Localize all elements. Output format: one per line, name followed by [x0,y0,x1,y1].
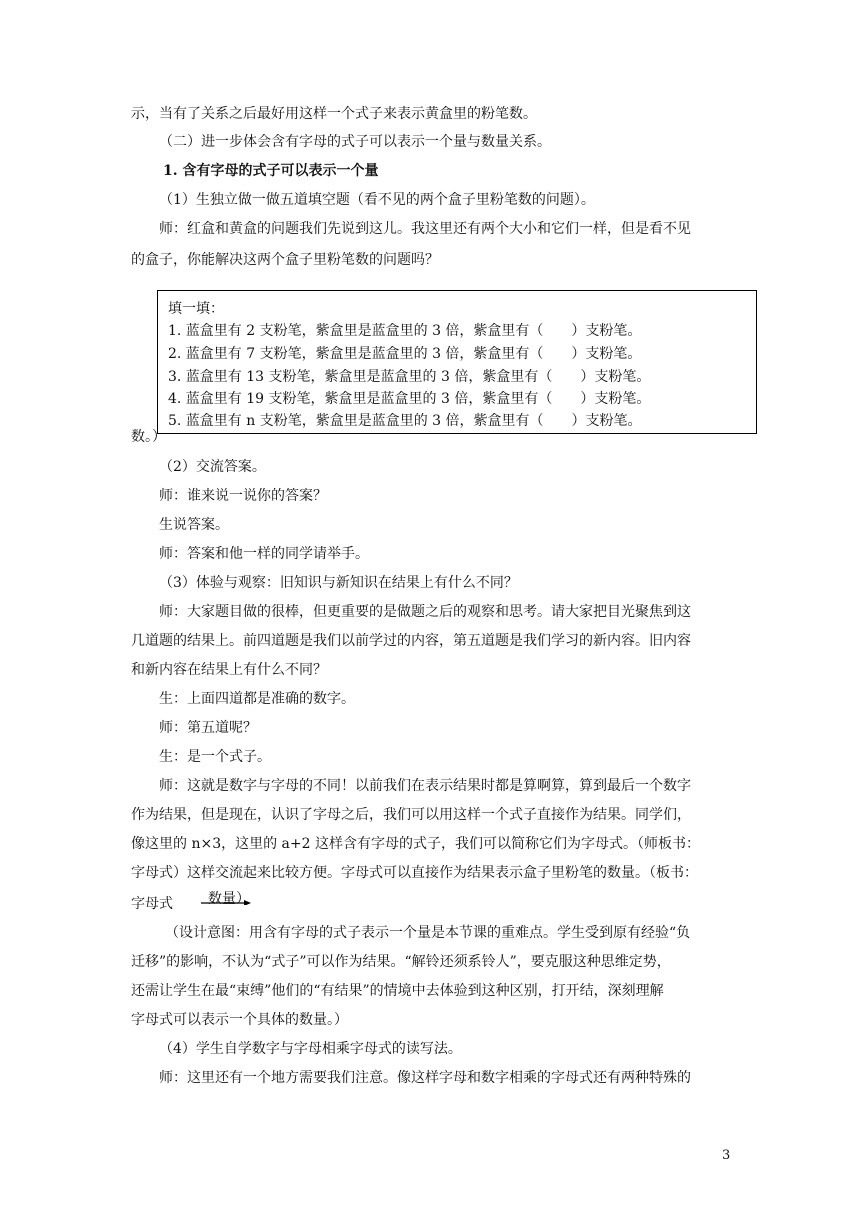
fill-in-item: 3. 蓝盒里有 13 支粉笔，紫盒里是蓝盒里的 3 倍，紫盒里有（ ）支粉笔。 [168,369,651,385]
paragraph-line: 生：是一个式子。 [159,749,271,765]
subsection-heading: 1. 含有字母的式子可以表示一个量 [163,163,379,179]
paragraph-line: 字母式）这样交流起来比较方便。字母式可以直接作为结果表示盒子里粉笔的数量。（板书： [131,865,698,881]
fill-in-box [157,290,757,434]
paragraph-line: 生说答案。 [159,517,229,533]
design-intent-line: 还需让学生在最“束缚”他们的“有结果”的情境中去体验到这种区别，打开结，深刻理解 [131,983,664,999]
paragraph-line: 师：谁来说一说你的答案？ [159,488,327,504]
paragraph-line: 师：这里还有一个地方需要我们注意。像这样字母和数字相乘的字母式还有两种特殊的 [159,1070,691,1086]
fill-in-title: 填一填： [168,301,224,317]
design-intent-line: 迁移”的影响，不认为“式子”可以作为结果。“解铃还须系铃人”，要克服这种思维定势， [131,954,671,970]
paragraph-line: 师：第五道呢？ [159,720,257,736]
paragraph-line: 像这里的 n×3，这里的 a+2 这样含有字母的式子，我们可以简称它们为字母式。（师板书： [131,836,700,852]
design-intent-line: 字母式可以表示一个具体的数量。） [131,1012,348,1028]
paragraph-line: （1）生独立做一做五道填空题（看不见的两个盒子里粉笔数的问题）。 [159,192,595,208]
section-heading: （二）进一步体会含有字母的式子可以表示一个量与数量关系。 [159,134,551,150]
board-label-left: 字母式 [131,896,173,912]
paragraph-line: 师：这就是数字与字母的不同！以前我们在表示结果时都是算啊算，算到最后一个数字 [159,778,691,794]
fill-in-item: 5. 蓝盒里有 n 支粉笔，紫盒里是蓝盒里的 3 倍，紫盒里有（ ）支粉笔。 [168,413,642,429]
board-label-right: 数量） [208,891,250,907]
paragraph-line: 的盒子，你能解决这两个盒子里粉笔数的问题吗？ [131,252,439,268]
fill-in-item: 2. 蓝盒里有 7 支粉笔，紫盒里是蓝盒里的 3 倍，紫盒里有（ ）支粉笔。 [168,346,642,362]
paragraph-line: 示，当有了关系之后最好用这样一个式子来表示黄盒里的粉笔数。 [131,106,537,122]
page-number: 3 [722,1148,731,1163]
fill-in-item: 1. 蓝盒里有 2 支粉笔，紫盒里是蓝盒里的 3 倍，紫盒里有（ ）支粉笔。 [168,323,642,339]
paragraph-line: 和新内容在结果上有什么不同？ [131,662,327,678]
paragraph-line: （4）学生自学数字与字母相乘字母式的读写法。 [159,1041,462,1057]
paragraph-line: 作为结果，但是现在，认识了字母之后，我们可以用这样一个式子直接作为结果。同学们， [131,807,691,823]
paragraph-line: 师：答案和他一样的同学请举手。 [159,546,369,562]
paragraph-line: （2）交流答案。 [159,459,266,475]
paragraph-line: 数。） [131,429,166,445]
paragraph-line: 师：大家题目做的很棒，但更重要的是做题之后的观察和思考。请大家把目光聚焦到这 [159,604,691,620]
paragraph-line: 几道题的结果上。前四道题是我们以前学过的内容，第五道题是我们学习的新内容。旧内容 [131,633,691,649]
paragraph-line: （3）体验与观察：旧知识与新知识在结果上有什么不同？ [159,575,518,591]
fill-in-item: 4. 蓝盒里有 19 支粉笔，紫盒里是蓝盒里的 3 倍，紫盒里有（ ）支粉笔。 [168,391,651,407]
paragraph-line: 生：上面四道都是准确的数字。 [159,691,355,707]
design-intent-line: （设计意图：用含有字母的式子表示一个量是本节课的重难点。学生受到原有经验“负 [165,925,691,941]
paragraph-line: 师：红盒和黄盒的问题我们先说到这儿。我这里还有两个大小和它们一样，但是看不见 [159,221,691,237]
